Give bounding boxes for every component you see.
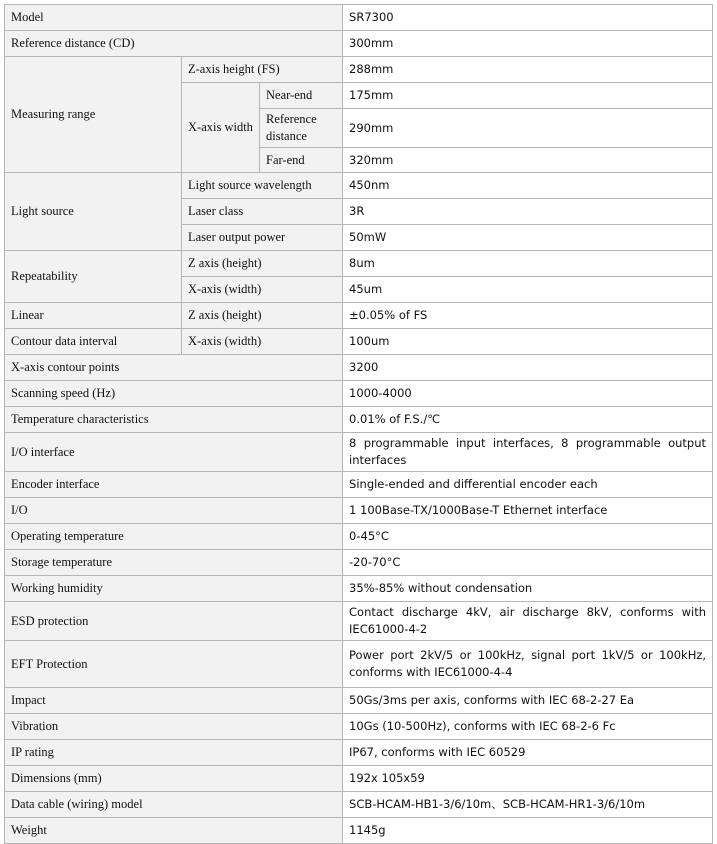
table-row bbox=[5, 355, 713, 381]
dimensions-value: 192x 105x59 bbox=[343, 766, 713, 792]
table-row bbox=[5, 602, 713, 641]
linear-value: ±0.05% of FS bbox=[343, 303, 713, 329]
io-interface-label: I/O interface bbox=[5, 433, 343, 472]
z-axis-height-label: Z-axis height (FS) bbox=[182, 57, 343, 83]
far-end-value: 320mm bbox=[343, 148, 713, 173]
table-row bbox=[5, 818, 713, 844]
repeatability-x-label: X-axis (width) bbox=[182, 277, 343, 303]
esd-protection-value: Contact discharge 4kV, air discharge 8kV, conforms with IEC61000-4-2 bbox=[343, 602, 713, 641]
io-label: I/O bbox=[5, 498, 343, 524]
table-row bbox=[5, 57, 713, 83]
storage-temperature-label: Storage temperature bbox=[5, 550, 343, 576]
temperature-characteristics-value: 0.01% of F.S./℃ bbox=[343, 407, 713, 433]
operating-temperature-label: Operating temperature bbox=[5, 524, 343, 550]
output-power-label: Laser output power bbox=[182, 225, 343, 251]
model-value: SR7300 bbox=[343, 5, 713, 31]
encoder-interface-value: Single-ended and differential encoder each bbox=[343, 472, 713, 498]
contour-interval-value: 100um bbox=[343, 329, 713, 355]
operating-temperature-value: 0-45°C bbox=[343, 524, 713, 550]
x-contour-points-value: 3200 bbox=[343, 355, 713, 381]
model-label: Model bbox=[5, 5, 343, 31]
scanning-speed-label: Scanning speed (Hz) bbox=[5, 381, 343, 407]
table-row bbox=[5, 641, 713, 688]
table-row bbox=[5, 524, 713, 550]
contour-interval-label: Contour data interval bbox=[5, 329, 182, 355]
scanning-speed-value: 1000-4000 bbox=[343, 381, 713, 407]
table-row bbox=[5, 303, 713, 329]
far-end-label: Far-end bbox=[260, 148, 343, 173]
table-row bbox=[5, 740, 713, 766]
table-row bbox=[5, 173, 713, 199]
io-value: 1 100Base-TX/1000Base-T Ethernet interface bbox=[343, 498, 713, 524]
vibration-label: Vibration bbox=[5, 714, 343, 740]
eft-protection-value: Power port 2kV/5 or 100kHz, signal port 1kV/5 or 100kHz, conforms with IEC61000-4-4 bbox=[343, 641, 713, 688]
reference-label: Reference distance bbox=[260, 109, 343, 148]
temperature-characteristics-label: Temperature characteristics bbox=[5, 407, 343, 433]
ip-rating-label: IP rating bbox=[5, 740, 343, 766]
repeatability-z-label: Z axis (height) bbox=[182, 251, 343, 277]
table-row bbox=[5, 329, 713, 355]
repeatability-x-value: 45um bbox=[343, 277, 713, 303]
reference-value: 290mm bbox=[343, 109, 713, 148]
working-humidity-label: Working humidity bbox=[5, 576, 343, 602]
storage-temperature-value: -20-70°C bbox=[343, 550, 713, 576]
table-row bbox=[5, 688, 713, 714]
wavelength-value: 450nm bbox=[343, 173, 713, 199]
weight-label: Weight bbox=[5, 818, 343, 844]
encoder-interface-label: Encoder interface bbox=[5, 472, 343, 498]
reference-distance-value: 300mm bbox=[343, 31, 713, 57]
impact-label: Impact bbox=[5, 688, 343, 714]
table-row bbox=[5, 498, 713, 524]
z-axis-height-value: 288mm bbox=[343, 57, 713, 83]
ip-rating-value: IP67, conforms with IEC 60529 bbox=[343, 740, 713, 766]
table-row bbox=[5, 550, 713, 576]
table-row bbox=[5, 766, 713, 792]
laser-class-value: 3R bbox=[343, 199, 713, 225]
x-axis-width-label: X-axis width bbox=[182, 83, 260, 173]
repeatability-label: Repeatability bbox=[5, 251, 182, 303]
wavelength-label: Light source wavelength bbox=[182, 173, 343, 199]
table-row bbox=[5, 472, 713, 498]
linear-label: Linear bbox=[5, 303, 182, 329]
output-power-value: 50mW bbox=[343, 225, 713, 251]
light-source-label: Light source bbox=[5, 173, 182, 251]
data-cable-value: SCB-HCAM-HB1-3/6/10m、SCB-HCAM-HR1-3/6/10m bbox=[343, 792, 713, 818]
table-row bbox=[5, 31, 713, 57]
table-row bbox=[5, 576, 713, 602]
table-row bbox=[5, 792, 713, 818]
repeatability-z-value: 8um bbox=[343, 251, 713, 277]
near-end-label: Near-end bbox=[260, 83, 343, 109]
table-row bbox=[5, 381, 713, 407]
vibration-value: 10Gs (10-500Hz), conforms with IEC 68-2-6 Fc bbox=[343, 714, 713, 740]
table-row bbox=[5, 5, 713, 31]
table-row bbox=[5, 251, 713, 277]
working-humidity-value: 35%-85% without condensation bbox=[343, 576, 713, 602]
eft-protection-label: EFT Protection bbox=[5, 641, 343, 688]
dimensions-label: Dimensions (mm) bbox=[5, 766, 343, 792]
esd-protection-label: ESD protection bbox=[5, 602, 343, 641]
table-row bbox=[5, 714, 713, 740]
spec-table bbox=[4, 4, 713, 844]
data-cable-label: Data cable (wiring) model bbox=[5, 792, 343, 818]
measuring-range-label: Measuring range bbox=[5, 57, 182, 173]
table-row bbox=[5, 433, 713, 472]
impact-value: 50Gs/3ms per axis, conforms with IEC 68-2-27 Ea bbox=[343, 688, 713, 714]
linear-sub-label: Z axis (height) bbox=[182, 303, 343, 329]
x-contour-points-label: X-axis contour points bbox=[5, 355, 343, 381]
weight-value: 1145g bbox=[343, 818, 713, 844]
io-interface-value: 8 programmable input interfaces, 8 programmable output interfaces bbox=[343, 433, 713, 472]
near-end-value: 175mm bbox=[343, 83, 713, 109]
contour-interval-sub-label: X-axis (width) bbox=[182, 329, 343, 355]
table-row bbox=[5, 407, 713, 433]
reference-distance-label: Reference distance (CD) bbox=[5, 31, 343, 57]
laser-class-label: Laser class bbox=[182, 199, 343, 225]
